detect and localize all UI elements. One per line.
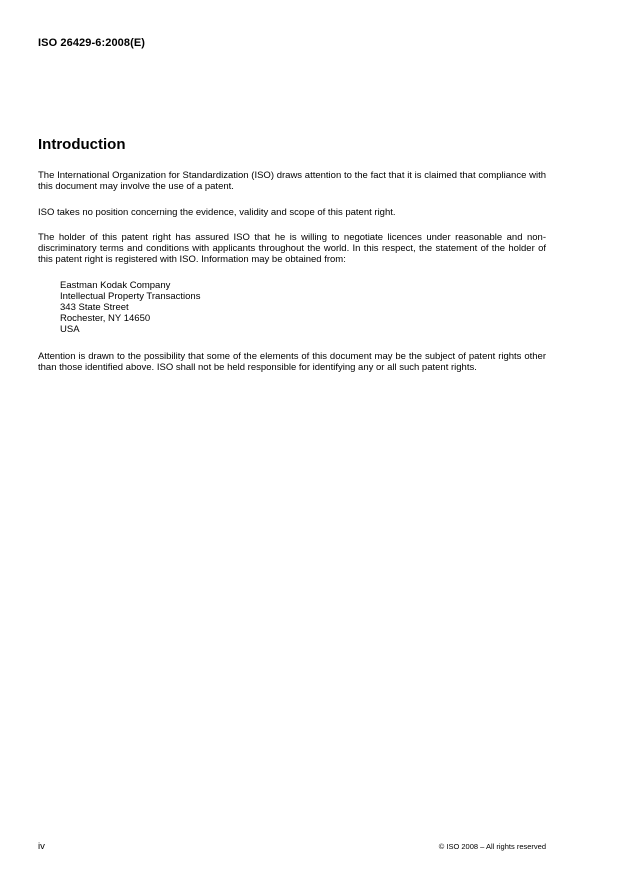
section-heading: Introduction [38,136,126,153]
address-line-street: 343 State Street [60,302,129,313]
patent-holder-address [60,280,200,335]
paragraph-patent-holder: The holder of this patent right has assured ISO that he is willing to negotiate licences under reasonable and non-discriminatory terms and conditions with applicants throughout the world. In this respect, the statement of the holder of this patent right is registered with ISO. Information may be obtained from: [38,232,546,265]
address-line-country: USA [60,324,80,335]
page-number: iv [38,841,45,852]
paragraph-attention: Attention is drawn to the possibility that some of the elements of this document may be the subject of patent rights other than those identified above. ISO shall not be held responsible for identifying any or all such patent rights. [38,351,546,373]
paragraph-patent-claim: The International Organization for Standardization (ISO) draws attention to the fact that it is claimed that compliance with this document may involve the use of a patent. [38,170,546,192]
document-identifier: ISO 26429-6:2008(E) [38,37,146,49]
address-line-company: Eastman Kodak Company [60,280,171,291]
address-line-city: Rochester, NY 14650 [60,313,151,324]
copyright-notice: © ISO 2008 – All rights reserved [438,842,546,851]
address-line-department: Intellectual Property Transactions [60,291,201,302]
paragraph-iso-position: ISO takes no position concerning the evidence, validity and scope of this patent right. [38,207,396,218]
